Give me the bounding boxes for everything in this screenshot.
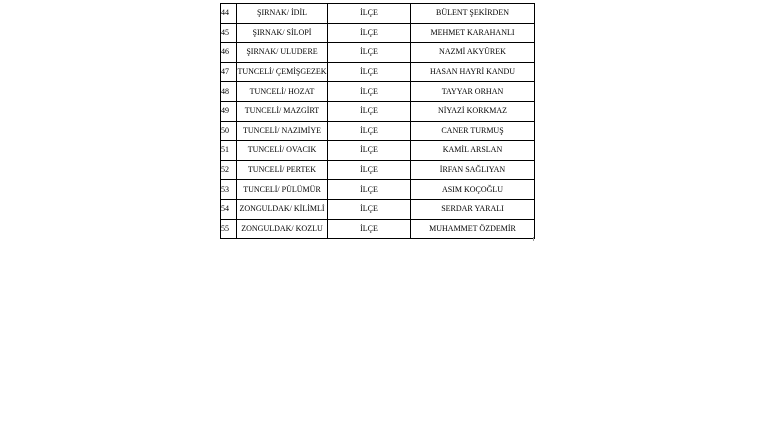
- table-row: [221, 62, 535, 82]
- row-number: 51: [221, 141, 237, 161]
- row-person-name: TAYYAR ORHAN: [411, 82, 535, 102]
- row-type: İLÇE: [328, 43, 411, 63]
- row-person-name: BÜLENT ŞEKİRDEN: [411, 4, 535, 24]
- row-number: 55: [221, 219, 237, 239]
- row-number: 44: [221, 4, 237, 24]
- row-type: İLÇE: [328, 23, 411, 43]
- row-person-name: NİYAZİ KORKMAZ: [411, 101, 535, 121]
- row-number: 46: [221, 43, 237, 63]
- row-type: İLÇE: [328, 141, 411, 161]
- row-number: 47: [221, 62, 237, 82]
- row-person-name: CANER TURMUŞ: [411, 121, 535, 141]
- row-number: 45: [221, 23, 237, 43]
- row-place: TUNCELİ/ PÜLÜMÜR: [237, 180, 328, 200]
- table-row: [221, 141, 535, 161]
- row-person-name: ASIM KOÇOĞLU: [411, 180, 535, 200]
- scan-mark: [533, 237, 536, 241]
- table-row: [221, 219, 535, 239]
- row-person-name: İRFAN SAĞLIYAN: [411, 160, 535, 180]
- row-person-name: SERDAR YARALI: [411, 199, 535, 219]
- row-type: İLÇE: [328, 101, 411, 121]
- table-row: [221, 160, 535, 180]
- table-row: [221, 82, 535, 102]
- table-body: [221, 4, 535, 239]
- table-row: [221, 43, 535, 63]
- row-number: 49: [221, 101, 237, 121]
- table-row: [221, 23, 535, 43]
- row-place: TUNCELİ/ NAZIMİYE: [237, 121, 328, 141]
- row-place: TUNCELİ/ ÇEMİŞGEZEK: [237, 62, 328, 82]
- row-type: İLÇE: [328, 62, 411, 82]
- row-number: 54: [221, 199, 237, 219]
- row-person-name: NAZMİ AKYÜREK: [411, 43, 535, 63]
- row-place: TUNCELİ/ OVACIK: [237, 141, 328, 161]
- table-row: [221, 121, 535, 141]
- row-place: ZONGULDAK/ KİLİMLİ: [237, 199, 328, 219]
- row-number: 52: [221, 160, 237, 180]
- row-place: TUNCELİ/ HOZAT: [237, 82, 328, 102]
- row-number: 48: [221, 82, 237, 102]
- row-type: İLÇE: [328, 219, 411, 239]
- row-type: İLÇE: [328, 160, 411, 180]
- row-place: ŞIRNAK/ ULUDERE: [237, 43, 328, 63]
- row-person-name: HASAN HAYRİ KANDU: [411, 62, 535, 82]
- row-place: ZONGULDAK/ KOZLU: [237, 219, 328, 239]
- row-type: İLÇE: [328, 199, 411, 219]
- row-type: İLÇE: [328, 180, 411, 200]
- row-person-name: MUHAMMET ÖZDEMİR: [411, 219, 535, 239]
- row-place: TUNCELİ/ PERTEK: [237, 160, 328, 180]
- row-place: ŞIRNAK/ SİLOPİ: [237, 23, 328, 43]
- appointments-table: [220, 3, 535, 239]
- row-type: İLÇE: [328, 121, 411, 141]
- row-type: İLÇE: [328, 82, 411, 102]
- row-place: ŞIRNAK/ İDİL: [237, 4, 328, 24]
- table-row: [221, 101, 535, 121]
- row-number: 50: [221, 121, 237, 141]
- table-row: [221, 4, 535, 24]
- row-number: 53: [221, 180, 237, 200]
- row-type: İLÇE: [328, 4, 411, 24]
- row-person-name: MEHMET KARAHANLI: [411, 23, 535, 43]
- table-row: [221, 180, 535, 200]
- table-row: [221, 199, 535, 219]
- row-person-name: KAMİL ARSLAN: [411, 141, 535, 161]
- row-place: TUNCELİ/ MAZGİRT: [237, 101, 328, 121]
